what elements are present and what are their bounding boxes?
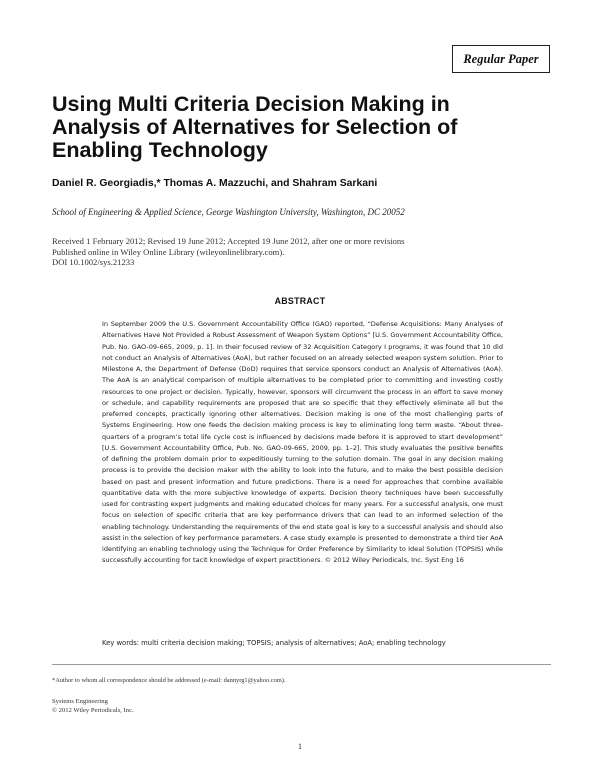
published-online: Published online in Wiley Online Library (wileyonlinelibrary.com).	[52, 246, 285, 257]
footnote-divider	[52, 664, 551, 665]
abstract-body: In September 2009 the U.S. Government Accountability Office (GAO) reported, “Defense Acquisitions: Many Analyses of Alternatives Have Not Provided a Robust Assessment of Weapon System Options” [U.S. Government Accountability Office, Pub. No. GAO-09-665, 2009, p. 1]. In their focused review of 32 Acquisition Category I programs, it was found that 10 did not conduct an Analysis of Alternatives (AoA), but rather focused on an already selected weapon system solution. Prior to Milestone A, the Department of Defense (DoD) requires that service sponsors conduct an Analysis of Alternatives (AoA). The AoA is an analytical comparison of multiple alternatives to be completed prior to committing and investing costly resources to one project or decision. Typically, however, sponsors will circumvent the process in an effort to save money or schedule, and capability requirements are proposed that are so specific that they effectively eliminate all but the preferred concepts, practically ignoring other alternatives. Decision making is one of the most challenging parts of Systems Engineering. How one feeds the decision making process is key to eliminating long term waste. “About three-quarters of a program’s total life cycle cost is influenced by decisions made before it is approved to start development” [U.S. Government Accountability Office, Pub. No. GAO-09-665, 2009, pp. 1–2]. This study evaluates the positive benefits of defining the problem domain prior to expeditiously turning to the solution domain. The goal in any decision making process is to provide the decision maker with the ability to look into the future, and to make the best possible decision based on past and present information and future predictions. There is a need for approaches that combine available quantitative data with the more subjective knowledge of experts. Decision theory techniques have been successfully used for contrasting expert judgments and making educated choices for many years. For a successful analysis, one must focus on selection of specific criteria that are key performance drivers that can lead to an informed selection of the enabling technology. Understanding the requirements of the end state goal is key to a successful analysis and should also assist in the selection of key performance parameters. A case study example is presented to demonstrate a third tier AoA identifying an enabling technology using the Technique for Order Preference by Similarity to Ideal Solution (TOPSIS) while successfully accounting for tacit knowledge of expert practitioners. © 2012 Wiley Periodicals, Inc. Syst Eng 16	[102, 320, 504, 565]
abstract-heading: ABSTRACT	[274, 296, 326, 306]
publication-history	[52, 236, 552, 268]
page-number: 1	[298, 742, 302, 751]
keywords: Key words: multi criteria decision making; TOPSIS; analysis of alternatives; AoA; enabling technology	[102, 639, 446, 647]
doi[interactable]: DOI 10.1002/sys.21233	[52, 257, 135, 267]
paper-type-badge: Regular Paper	[452, 45, 550, 73]
paper-title: Using Multi Criteria Decision Making in Analysis of Alternatives for Selection of Enabling Technology	[52, 92, 458, 162]
journal-info	[52, 697, 352, 715]
correspondence-footnote: *Author to whom all correspondence should be addressed (e-mail: dannyrg1@yahoo.com).	[52, 677, 286, 684]
journal-name: Systems Engineering	[52, 698, 108, 705]
received-dates: Received 1 February 2012; Revised 19 June 2012; Accepted 19 June 2012, after one or more revisions	[52, 236, 405, 246]
affiliation: School of Engineering & Applied Science, George Washington University, Washington, DC 20052	[52, 207, 405, 217]
author-list: Daniel R. Georgiadis,* Thomas A. Mazzuchi, and Shahram Sarkani	[52, 178, 378, 189]
journal-copyright: © 2012 Wiley Periodicals, Inc.	[52, 707, 134, 714]
